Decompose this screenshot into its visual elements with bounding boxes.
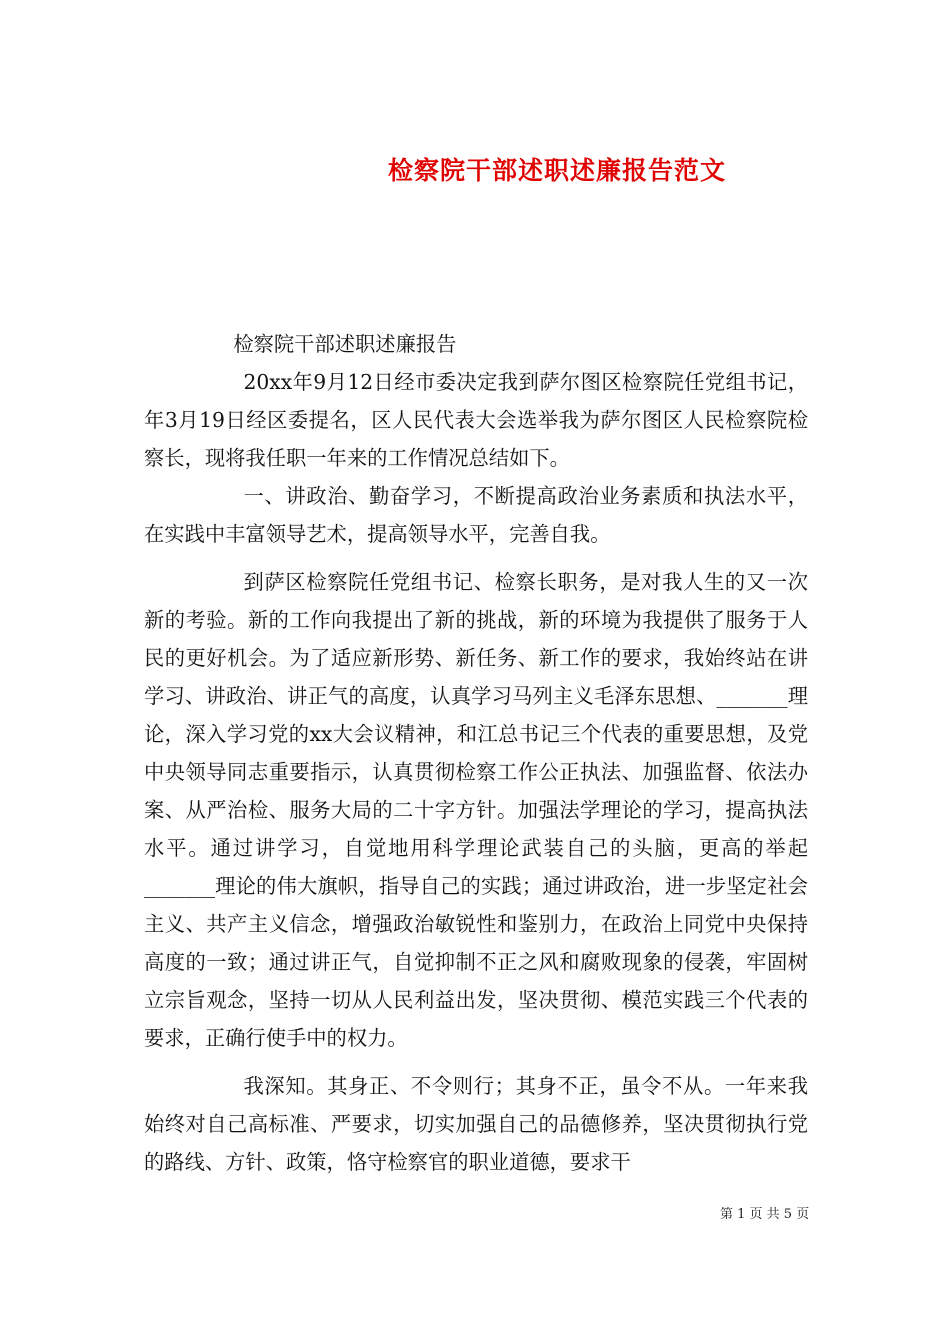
page-number: 第 1 页 共 5 页 (720, 1207, 810, 1222)
paragraph-self-discipline: 我深知。其身正、不令则行；其身不正，虽令不从。一年来我始终对自己高标准、严要求，切实加强自己的品德修养，坚决贯彻执行党的路线、方针、政策，恪守检察官的职业道德，要求干 (144, 1074, 808, 1174)
document-title: 检察院干部述职述廉报告范文 (387, 155, 726, 185)
paragraph-intro: 20xx年9月12日经市委决定我到萨尔图区检察院任党组书记，年3月19日经区委提名，区人民代表大会选举我为萨尔图区人民检察院检察长，现将我任职一年来的工作情况总结如下。 (144, 370, 808, 470)
paragraph-section-one-heading: 一、讲政治、勤奋学习，不断提高政治业务素质和执法水平，在实践中丰富领导艺术，提高领导水平，完善自我。 (144, 484, 808, 546)
paragraph-study-politics: 到萨区检察院任党组书记、检察长职务，是对我人生的又一次新的考验。新的工作向我提出了新的挑战，新的环境为我提供了服务于人民的更好机会。为了适应新形势、新任务、新工作的要求，我始终站在讲学习、讲政治、讲正气的高度，认真学习马列主义毛泽东思想、_______理论，深入学习党的xx大会议精神，和江总书记三个代表的重要思想，及党中央领导同志重要指示，认真贯彻检察工作公正执法、加强监督、依法办案、从严治检、服务大局的二十字方针。加强法学理论的学习，提高执法水平。通过讲学习，自觉地用科学理论武装自己的头脑，更高的举起_______理论的伟大旗帜，指导自己的实践；通过讲政治，进一步坚定社会主义、共产主义信念，增强政治敏锐性和鉴别力，在政治上同党中央保持高度的一致；通过讲正气，自觉抑制不正之风和腐败现象的侵袭，牢固树立宗旨观念，坚持一切从人民利益出发，坚决贯彻、模范实践三个代表的要求，正确行使手中的权力。 (144, 570, 808, 1050)
document-body (144, 325, 808, 1181)
report-subtitle: 检察院干部述职述廉报告 (233, 332, 457, 356)
